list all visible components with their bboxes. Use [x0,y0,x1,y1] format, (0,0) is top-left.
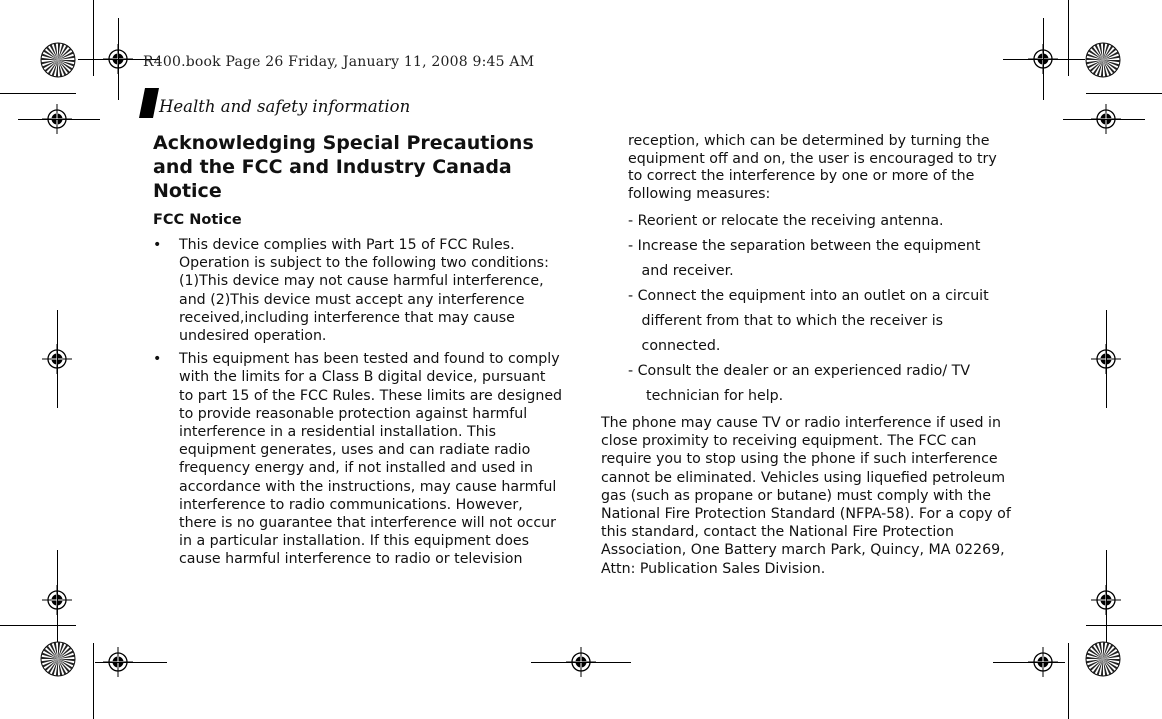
crop-line-top-left-v [93,0,94,76]
section-marker [139,88,159,118]
starburst-target-icon [40,641,76,677]
mark-arm [95,662,167,663]
mark-arm [1063,119,1145,120]
crop-line-top-right-h [1086,93,1162,94]
crop-line-bottom-left-v [93,643,94,719]
measure-line: - Increase the separation between the equipment [628,238,981,254]
measure-line: connected. [628,338,721,354]
crop-line-top-left-h [0,93,76,94]
mark-arm [57,550,58,648]
list-item-text: This equipment has been tested and found to comply with the limits for a Class B digital device, pursuant to part 15 of the FCC Rules. These limits are designed to provide reasonable protection against harmful interference in a residential installation. This equipment generates, uses and can radiate radio frequency energy and, if not installed and used in accordance with the instructions, may cause harmful interference to radio communications. However, there is no guarantee that interference will not occur in a particular installation. If this equipment does cause harmful interference to radio or television [179,351,563,568]
mark-arm [1106,550,1107,648]
section-title: Health and safety information [159,97,411,116]
crop-line-bottom-left-h [0,625,76,626]
measure-line: - Reorient or relocate the receiving antenna. [628,213,944,229]
fcc-bullet-list [153,236,563,574]
list-item [153,350,563,568]
mark-arm [18,119,100,120]
measure-line: different from that to which the receiver is [628,313,944,329]
list-item-text: This device complies with Part 15 of FCC Rules. Operation is subject to the following two conditions: (1)This device may not cause harmful interference, and (2)This device must accept any interference received,including interference that may cause undesired operation. [179,237,549,345]
bullet-marker: • [153,237,162,253]
crop-line-top-right-v [1068,0,1069,76]
mark-arm [57,310,58,408]
print-job-stamp: R400.book Page 26 Friday, January 11, 2008 9:45 AM [143,54,535,70]
interference-paragraph: The phone may cause TV or radio interference if used in close proximity to receiving equipment. The FCC can require you to stop using the phone if such interference cannot be eliminated. Vehicles using liquefied petroleum gas (such as propane or butane) must comply with the National Fire Protection Standard (NFPA-58). For a copy of this standard, contact the National Fire Protection Association, One Battery march Park, Quincy, MA 02269, Attn: Publication Sales Division. [601,415,1011,577]
continuation-paragraph: reception, which can be determined by turning the equipment off and on, the user is encouraged to try to correct the interference by one or more of the following measures: [628,133,997,202]
measure-line: technician for help. [628,388,784,404]
crop-line-bottom-right-h [1086,625,1162,626]
measure-line: - Connect the equipment into an outlet on a circuit [628,288,989,304]
starburst-target-icon [1085,42,1121,78]
page-heading: Acknowledging Special Precautions and the FCC and Industry Canada Notice [153,132,534,202]
crop-line-bottom-right-v [1068,643,1069,719]
mark-arm [1003,59,1085,60]
starburst-target-icon [40,42,76,78]
measure-line: - Consult the dealer or an experienced radio/ TV [628,363,971,379]
fcc-notice-heading: FCC Notice [153,212,242,228]
mark-arm [993,662,1065,663]
list-item [153,236,563,345]
mark-arm [1106,310,1107,408]
bullet-marker: • [153,351,162,368]
mark-arm [531,662,631,663]
starburst-target-icon [1085,641,1121,677]
measure-line: and receiver. [628,263,734,279]
